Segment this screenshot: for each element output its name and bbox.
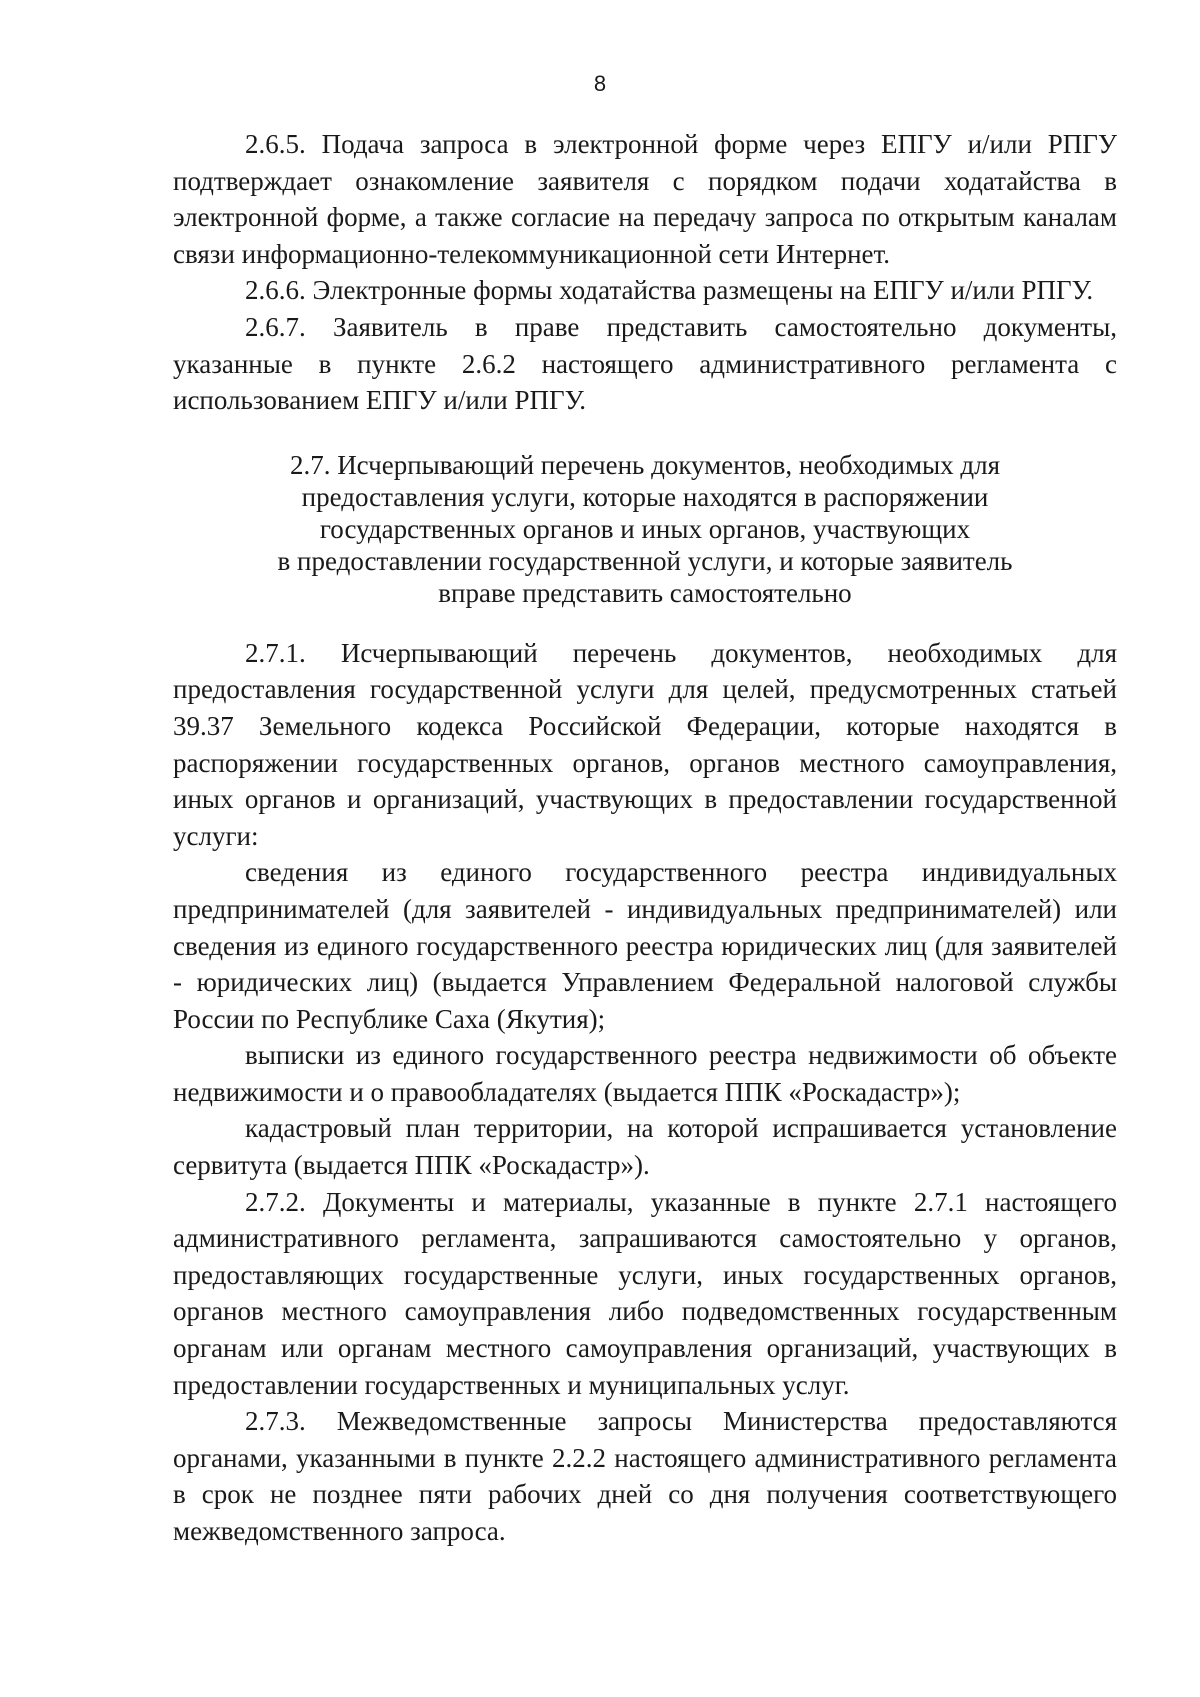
- paragraph-egrip-info: сведения из единого государственного реестра индивидуальных предпринимателей (для заявителей - индивидуальных предпринимателей) или сведения из единого государственного реестра юридических лиц (для заявителей - юридических лиц) (выдается Управлением Федеральной налоговой службы России по Республике Саха (Якутия);: [173, 857, 1117, 1034]
- paragraph-egrn-extract: выписки из единого государственного реестра недвижимости об объекте недвижимости и о правообладателях (выдается ППК «Роскадастр»);: [173, 1040, 1117, 1107]
- heading-line: вправе представить самостоятельно: [438, 577, 852, 608]
- page-number: 8: [593, 71, 607, 96]
- heading-line: 2.7. Исчерпывающий перечень документов, необходимых для: [289, 449, 1001, 480]
- section-heading-2-7: [173, 449, 1117, 635]
- paragraph-2-7-3: 2.7.3. Межведомственные запросы Министерства предоставляются органами, указанными в пункте 2.2.2 настоящего административного регламента в срок не позднее пяти рабочих дней со дня получения соответствующего межведомственного запроса.: [173, 1406, 1117, 1546]
- paragraph-2-6-5: 2.6.5. Подача запроса в электронной форме через ЕПГУ и/или РПГУ подтверждает ознакомление заявителя с порядком подачи ходатайства в электронной форме, а также согласие на передачу запроса по открытым каналам связи информационно-телекоммуникационной сети Интернет.: [173, 129, 1117, 269]
- paragraph-2-6-7: 2.6.7. Заявитель в праве представить самостоятельно документы, указанные в пункте 2.6.2 настоящего административного регламента с использованием ЕПГУ и/или РПГУ.: [173, 311, 1117, 416]
- paragraph-2-6-6: 2.6.6. Электронные формы ходатайства размещены на ЕПГУ и/или РПГУ.: [245, 275, 1094, 306]
- paragraph-2-7-2: 2.7.2. Документы и материалы, указанные в пункте 2.7.1 настоящего административного регламента, запрашиваются самостоятельно у органов, предоставляющих государственные услуги, иных государственных органов, органов местного самоуправления либо подведомственных государственным органам или органам местного самоуправления организаций, участвующих в предоставлении государственных и муниципальных услуг.: [173, 1186, 1117, 1400]
- heading-line: предоставления услуги, которые находятся в распоряжении: [301, 481, 989, 512]
- heading-line: в предоставлении государственной услуги, и которые заявитель: [277, 545, 1013, 576]
- paragraph-cadastral-plan: кадастровый план территории, на которой испрашивается установление сервитута (выдается ППК «Роскадастр»).: [173, 1113, 1117, 1181]
- paragraph-2-7-1: 2.7.1. Исчерпывающий перечень документов, необходимых для предоставления государственной услуги для целей, предусмотренных статьей 39.37 Земельного кодекса Российской Федерации, которые находятся в распоряжении государственных органов, органов местного самоуправления, иных органов и организаций, участвующих в предоставлении государственной услуги:: [173, 637, 1117, 851]
- heading-line: государственных органов и иных органов, участвующих: [319, 513, 971, 544]
- document-body: [173, 126, 1117, 1550]
